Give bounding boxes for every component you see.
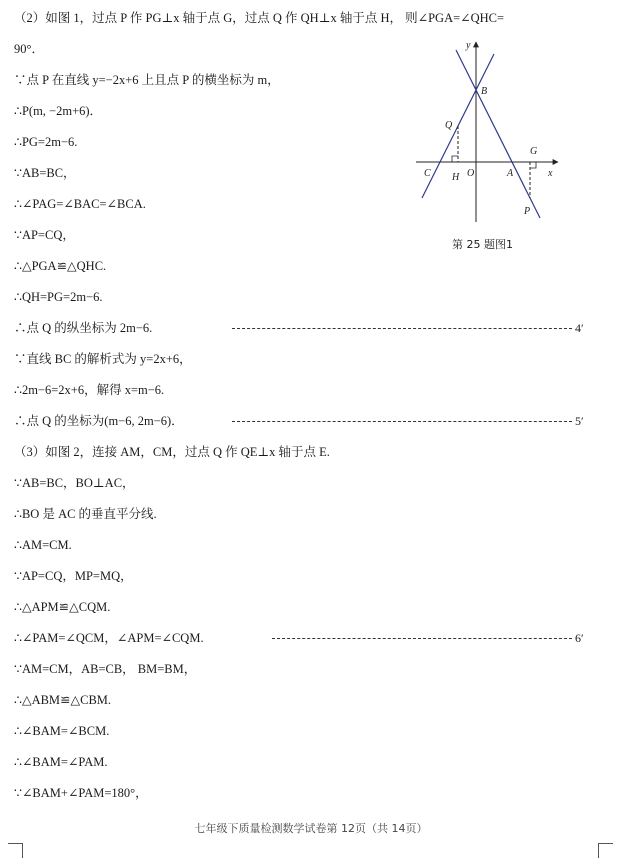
text-line: ∵AP=CQ，MP=MQ，	[14, 569, 133, 583]
text-line: ∴P(m, −2m+6)．	[14, 104, 103, 118]
text-line: ∴2m−6=2x+6，解得 x=m−6.	[14, 383, 165, 397]
coordinate-figure	[412, 36, 564, 226]
text-line: ∵AP=CQ，	[14, 228, 75, 242]
label-h: H	[452, 172, 460, 183]
score-mark: 5′	[575, 414, 584, 428]
text-line: （2）如图 1，过点 P 作 PG⊥x 轴于点 G，过点 Q 作 QH⊥x 轴于点 H， 则∠PGA=∠QHC=	[14, 11, 505, 25]
text-line: ∴∠BAM=∠PAM.	[14, 755, 108, 769]
score-mark: 4′	[575, 321, 584, 335]
page-corner-mark	[598, 843, 613, 858]
score-leader-line	[272, 638, 572, 639]
text-line: ∴△APM≌△CQM.	[14, 600, 111, 614]
text-line: ∵直线 BC 的解析式为 y=2x+6，	[14, 352, 192, 366]
text-line: 90°．	[14, 42, 44, 56]
text-line: ∴∠PAG=∠BAC=∠BCA.	[14, 197, 146, 211]
label-o: O	[467, 168, 475, 179]
text-line: ∴点 Q 的坐标为(m−6, 2m−6)．	[14, 414, 184, 428]
text-line: ∴点 Q 的纵坐标为 2m−6.	[14, 321, 153, 335]
label-x: x	[548, 168, 553, 179]
text-line: ∵AM=CM，AB=CB， BM=BM，	[14, 662, 197, 676]
label-y: y	[466, 40, 471, 51]
text-line: ∵AB=BC，	[14, 166, 76, 180]
text-line: ∴△ABM≌△CBM.	[14, 693, 112, 707]
figure-caption: 第 25 题图1	[452, 238, 513, 251]
line-ab	[456, 50, 540, 218]
text-line: ∴AM=CM.	[14, 538, 72, 552]
text-line: ∴BO 是 AC 的垂直平分线.	[14, 507, 157, 521]
text-line: ∴∠BAM=∠BCM.	[14, 724, 110, 738]
label-c: C	[424, 168, 431, 179]
text-line: ∴△PGA≌△QHC.	[14, 259, 107, 273]
score-leader-line	[232, 328, 572, 329]
page-corner-mark	[8, 843, 23, 858]
label-p: P	[524, 206, 531, 217]
right-angle-mark-g	[530, 162, 536, 168]
label-q: Q	[445, 120, 453, 131]
score-mark: 6′	[575, 631, 584, 645]
text-line: ∴QH=PG=2m−6.	[14, 290, 103, 304]
text-line: ∵∠BAM+∠PAM=180°，	[14, 786, 148, 800]
text-line: ∵AB=BC，BO⊥AC，	[14, 476, 135, 490]
text-line: （3）如图 2，连接 AM，CM，过点 Q 作 QE⊥x 轴于点 E.	[14, 445, 330, 459]
text-line: ∴PG=2m−6.	[14, 135, 78, 149]
label-b: B	[481, 86, 488, 97]
text-line: ∴∠PAM=∠QCM，∠APM=∠CQM.	[14, 631, 204, 645]
score-leader-line	[232, 421, 572, 422]
text-line: ∵点 P 在直线 y=−2x+6 上且点 P 的横坐标为 m，	[14, 73, 280, 87]
label-a: A	[507, 168, 514, 179]
page-footer: 七年级下质量检测数学试卷第 12页（共 14页）	[194, 822, 428, 835]
right-angle-mark-h	[452, 156, 458, 162]
label-g: G	[530, 146, 538, 157]
